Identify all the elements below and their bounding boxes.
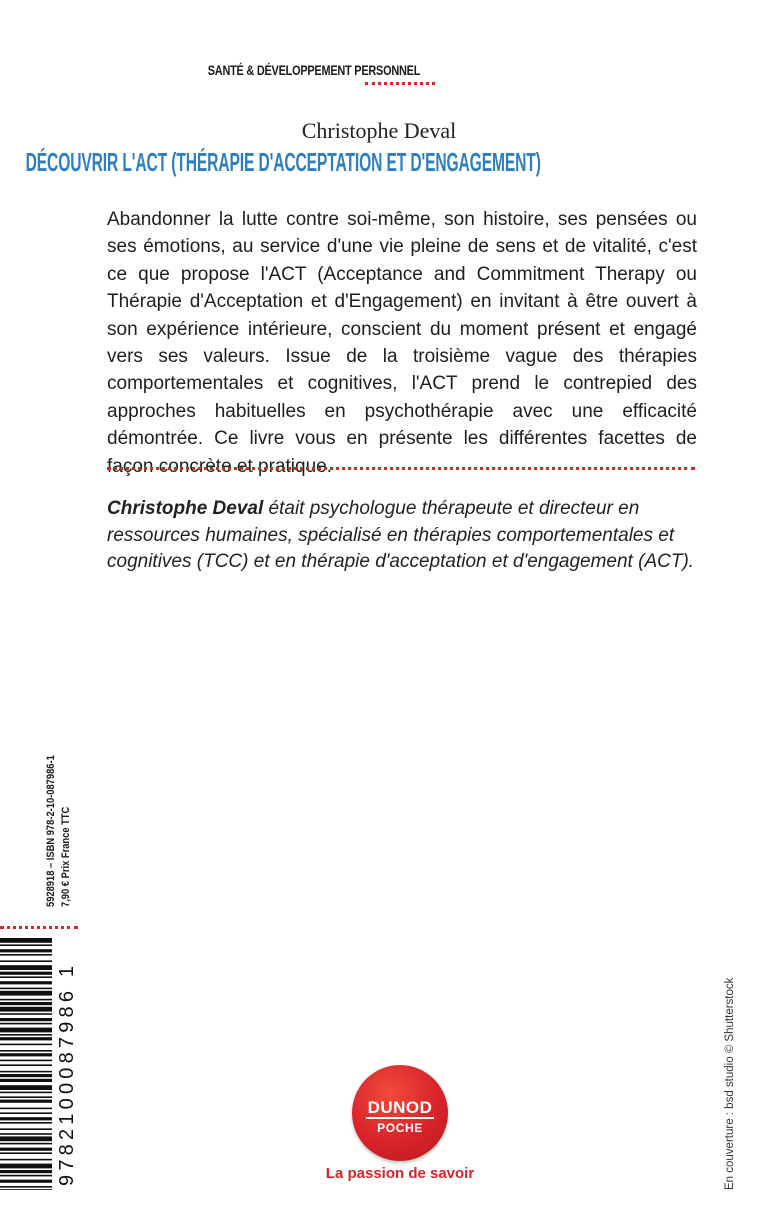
barcode-digits: 9782100087986 1 bbox=[56, 961, 78, 1186]
category-divider bbox=[365, 82, 435, 85]
cover-credit: En couverture : bsd studio © Shutterstock bbox=[724, 977, 736, 1190]
author-bio bbox=[107, 496, 699, 576]
logo-sub-text: POCHE bbox=[377, 1121, 423, 1135]
isbn-divider bbox=[0, 926, 78, 929]
book-blurb: Abandonner la lutte contre soi-même, son histoire, ses pensées ou ses émotions, au service d'une vie pleine de sens et de vitalité, c'est ce que propose l'ACT (Acceptance and Commitment Therapy ou Thérapie d'Acceptation et d'Engagement) en invitant à être ouvert à son expérience intérieure, conscient du moment présent et engagé vers ses valeurs. Issue de la troisième vague des thérapies comportementales et cognitives, l'ACT prend le contrepied des approches habituelles en psychothérapie avec une efficacité démontrée. Ce livre vous en présente les différentes facettes de façon concrète et pratique. bbox=[107, 209, 697, 477]
book-title: DÉCOUVRIR L'ACT (THÉRAPIE D'ACCEPTATION ET D'ENGAGEMENT) bbox=[25, 147, 541, 177]
bio-author-name: Christophe Deval bbox=[107, 498, 264, 519]
price-line: 7,90 € Prix France TTC bbox=[60, 806, 72, 907]
logo-underline bbox=[366, 1117, 434, 1119]
publisher-tagline: La passion de savoir bbox=[325, 1165, 475, 1182]
category-label: SANTÉ & DÉVELOPPEMENT PERSONNEL bbox=[207, 62, 421, 78]
dunod-logo bbox=[352, 1065, 448, 1161]
author-name: Christophe Deval bbox=[301, 118, 457, 143]
barcode bbox=[0, 938, 78, 1190]
logo-main-text: DUNOD bbox=[367, 1098, 433, 1117]
isbn-line: 5928918 – ISBN 978-2-10-087986-1 bbox=[45, 755, 57, 907]
bio-text: était psychologue thérapeute et directeur en ressources humaines, spécialisé en thérapies comportementales et cognitives (TCC) et en thérapie d'acceptation et d'engagement (ACT). bbox=[107, 498, 695, 573]
section-divider bbox=[107, 467, 695, 470]
isbn-info bbox=[44, 728, 74, 907]
